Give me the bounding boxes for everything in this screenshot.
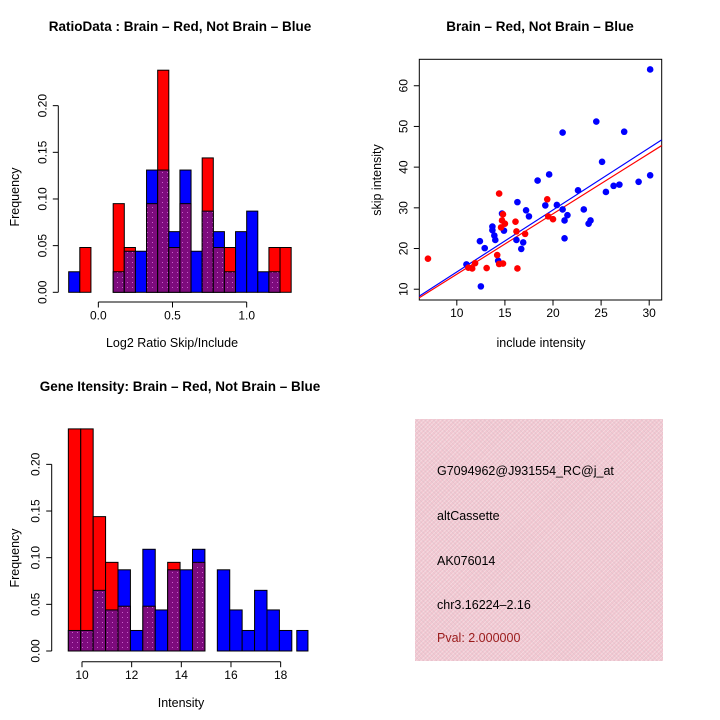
- scatter-point: [496, 190, 503, 197]
- y-axis: [396, 79, 419, 296]
- panel-intensity-scatter: [360, 0, 720, 360]
- y-tick-label: 0.00: [35, 280, 50, 304]
- histogram-overlap-bar: [106, 610, 118, 651]
- scatter-point: [489, 223, 496, 230]
- pval-text: Pval: 2.000000: [437, 631, 521, 645]
- scatter-point: [561, 235, 568, 242]
- histogram-overlap-bar: [158, 170, 169, 292]
- y-tick-label: 30: [396, 201, 411, 215]
- ratio-histogram-plot: [0, 0, 360, 360]
- scatter-point: [477, 238, 484, 245]
- scatter-point: [550, 216, 557, 223]
- ratio-histogram-title: RatioData : Brain – Red, Not Brain – Blue: [48, 19, 312, 34]
- gene-intensity-ylabel: Frequency: [8, 528, 22, 588]
- scatter-point: [520, 239, 527, 246]
- x-tick-label: 12: [124, 668, 139, 683]
- x-tick-label: 25: [594, 306, 608, 320]
- scatter-point: [522, 231, 529, 238]
- histogram-overlap-bar: [192, 562, 204, 651]
- locus-text: chr3.16224–2.16: [437, 598, 531, 612]
- event-type-text: altCassette: [437, 509, 500, 523]
- scatter-point: [523, 207, 530, 214]
- histogram-bar: [69, 272, 80, 293]
- scatter-point: [513, 228, 520, 235]
- scatter-point: [500, 211, 507, 218]
- y-axis: [29, 452, 52, 662]
- y-tick-label: 0.10: [28, 546, 43, 570]
- histogram-overlap-bar: [68, 630, 80, 651]
- scatter-point: [546, 171, 553, 178]
- scatter-point: [478, 283, 485, 290]
- scatter-point: [635, 178, 642, 185]
- x-tick-label: 10: [450, 306, 464, 320]
- scatter-point: [514, 265, 521, 272]
- scatter-point: [513, 237, 520, 244]
- scatter-point: [518, 246, 525, 253]
- scatter-series: [463, 66, 653, 289]
- scatter-ylabel: skip intensity: [370, 144, 384, 216]
- histogram-overlap-bar: [213, 248, 224, 293]
- histogram-overlap-bar: [269, 272, 280, 293]
- scatter-point: [616, 181, 623, 188]
- scatter-point: [494, 252, 501, 259]
- y-tick-label: 40: [396, 160, 411, 174]
- gene-intensity-xlabel: Intensity: [157, 696, 205, 710]
- info-box: [415, 419, 663, 661]
- gene-intensity-histogram-plot: [0, 360, 360, 720]
- probe-id-text: G7094962@J931554_RC@j_at: [437, 464, 614, 478]
- fit-line: [419, 146, 661, 298]
- histogram-overlap-bar: [113, 272, 124, 293]
- histogram-overlap-bar: [202, 211, 213, 292]
- scatter-xlabel: include intensity: [496, 336, 586, 350]
- scatter-point: [564, 212, 571, 219]
- y-tick-label: 0.05: [35, 233, 50, 258]
- scatter-point: [580, 206, 587, 213]
- x-tick-label: 14: [174, 668, 188, 683]
- scatter-point: [593, 118, 600, 125]
- y-tick-label: 0.20: [28, 452, 43, 477]
- histogram-bar: [80, 248, 91, 293]
- ratio-histogram-xlabel: Log2 Ratio Skip/Include: [105, 336, 239, 350]
- histogram-overlap-bar: [180, 204, 191, 293]
- fit-line: [419, 140, 661, 296]
- scatter-point: [621, 128, 628, 135]
- y-tick-label: 20: [396, 241, 411, 256]
- panel-gene-intensity-histogram: [0, 360, 360, 720]
- histogram-bar: [242, 630, 254, 651]
- x-tick-label: 30: [642, 306, 656, 320]
- x-tick-label: 1.0: [238, 308, 256, 323]
- histogram-bar: [191, 251, 202, 292]
- scatter-point: [587, 217, 594, 224]
- ratio-histogram-ylabel: Frequency: [8, 167, 22, 227]
- histogram-overlap-bar: [124, 251, 135, 292]
- histogram-bar: [255, 590, 267, 651]
- y-tick-label: 60: [396, 79, 411, 93]
- x-tick-label: 0.0: [90, 308, 107, 323]
- histogram-bar: [230, 610, 242, 651]
- histogram-bar: [180, 570, 192, 651]
- histogram-overlap-bar: [169, 248, 180, 293]
- x-tick-label: 16: [224, 668, 238, 683]
- scatter-point: [542, 202, 549, 209]
- scatter-point: [498, 224, 505, 231]
- y-tick-label: 50: [396, 119, 411, 134]
- x-axis: [90, 302, 255, 323]
- scatter-point: [544, 196, 551, 203]
- y-axis: [35, 94, 58, 304]
- y-tick-label: 0.15: [35, 140, 50, 164]
- histogram-overlap-bar: [224, 272, 235, 293]
- x-tick-label: 15: [498, 306, 512, 320]
- gene-intensity-title: Gene Itensity: Brain – Red, Not Brain – Blue: [39, 379, 321, 394]
- x-tick-label: 18: [273, 668, 288, 683]
- scatter-point: [514, 199, 521, 206]
- scatter-point: [483, 265, 490, 272]
- scatter-point: [575, 187, 582, 194]
- histogram-bar: [267, 610, 279, 651]
- histogram-overlap-bar: [81, 630, 93, 651]
- panel-info: [360, 360, 720, 720]
- y-tick-label: 0.15: [28, 499, 43, 523]
- scatter-point: [559, 129, 566, 136]
- scatter-point: [647, 66, 654, 73]
- y-tick-label: 10: [396, 282, 411, 296]
- histogram-bar: [68, 429, 80, 651]
- scatter-point: [481, 245, 488, 252]
- scatter-point: [559, 206, 566, 213]
- scatter-point: [534, 177, 541, 184]
- histogram-bar: [135, 251, 146, 292]
- histogram-bar: [280, 248, 291, 293]
- intensity-scatter-plot: [360, 0, 720, 360]
- histogram-bar: [297, 630, 308, 651]
- histogram-bar: [217, 570, 229, 651]
- histogram-overlap-bar: [143, 606, 155, 651]
- scatter-point: [599, 159, 606, 166]
- histogram-bar: [247, 211, 258, 292]
- histogram-overlap-bar: [93, 590, 105, 651]
- scatter-point: [425, 255, 432, 262]
- x-tick-label: 20: [546, 306, 560, 320]
- histogram-bar: [81, 429, 93, 651]
- histogram-bar: [258, 272, 269, 293]
- histogram-overlap-bar: [147, 204, 158, 293]
- scatter-point: [554, 202, 561, 209]
- scatter-point: [647, 172, 654, 179]
- histogram-overlap-bar: [168, 570, 180, 651]
- histogram-bar: [279, 630, 291, 651]
- scatter-point: [472, 260, 479, 267]
- x-axis: [75, 662, 287, 683]
- histogram-bars: [69, 70, 291, 292]
- y-tick-label: 0.10: [35, 187, 50, 211]
- histogram-bar: [130, 630, 142, 651]
- accession-text: AK076014: [437, 554, 496, 568]
- histogram-bar: [155, 610, 167, 651]
- y-tick-label: 0.05: [28, 592, 43, 617]
- scatter-title: Brain – Red, Not Brain – Blue: [446, 19, 634, 34]
- histogram-bars: [68, 429, 308, 651]
- histogram-bar: [236, 232, 247, 293]
- x-tick-label: 10: [75, 668, 89, 683]
- scatter-point: [512, 218, 519, 225]
- y-tick-label: 0.00: [28, 639, 43, 663]
- scatter-point: [526, 213, 533, 220]
- x-tick-label: 0.5: [164, 308, 181, 323]
- panel-ratio-histogram: [0, 0, 360, 360]
- scatter-point: [610, 183, 617, 190]
- x-axis: [450, 300, 656, 320]
- y-tick-label: 0.20: [35, 93, 50, 118]
- scatter-point: [603, 189, 610, 196]
- histogram-overlap-bar: [118, 606, 130, 651]
- scatter-point: [500, 260, 507, 267]
